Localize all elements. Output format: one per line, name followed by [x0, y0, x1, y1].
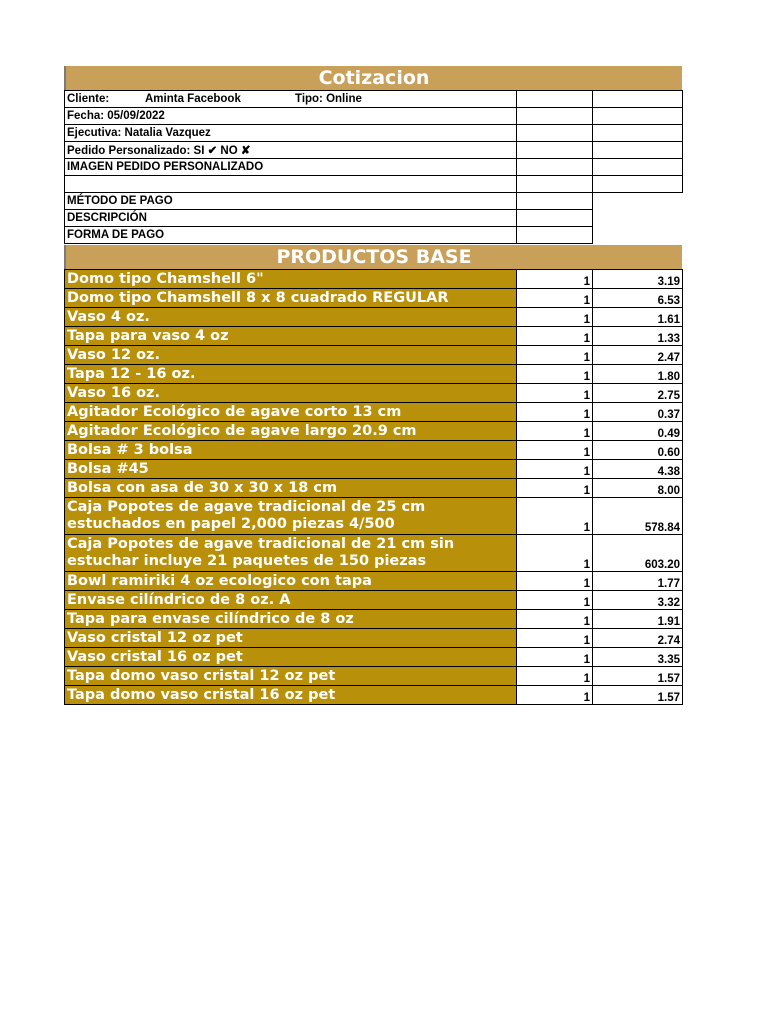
blank-cell	[593, 210, 683, 227]
product-row	[65, 535, 683, 572]
info-cell[interactable]	[517, 159, 593, 176]
product-name: Vaso 12 oz.	[65, 346, 517, 365]
product-price[interactable]: 1.61	[593, 308, 683, 327]
product-price[interactable]: 1.33	[593, 327, 683, 346]
info-cell[interactable]	[517, 193, 593, 210]
info-cell[interactable]	[517, 176, 593, 193]
product-row	[65, 270, 683, 289]
product-price[interactable]: 578.84	[593, 498, 683, 535]
product-price[interactable]: 1.57	[593, 667, 683, 686]
payment-method-cell: MÉTODO DE PAGO	[65, 193, 517, 210]
product-name: Bolsa # 3 bolsa	[65, 441, 517, 460]
product-quantity[interactable]: 1	[517, 289, 593, 308]
custom-order-row	[65, 142, 683, 159]
executive-row	[65, 125, 683, 142]
custom-image-cell: IMAGEN PEDIDO PERSONALIZADO	[65, 159, 517, 176]
blank-cell	[593, 193, 683, 210]
blank-cell	[593, 227, 683, 244]
product-price[interactable]: 1.80	[593, 365, 683, 384]
product-name: Caja Popotes de agave tradicional de 25 cm estuchados en papel 2,000 piezas 4/500	[65, 498, 517, 535]
product-row	[65, 610, 683, 629]
product-quantity[interactable]: 1	[517, 365, 593, 384]
product-price[interactable]: 3.32	[593, 591, 683, 610]
info-cell[interactable]	[593, 91, 683, 108]
product-price[interactable]: 2.47	[593, 346, 683, 365]
product-price[interactable]: 603.20	[593, 535, 683, 572]
product-quantity[interactable]: 1	[517, 535, 593, 572]
product-row	[65, 572, 683, 591]
product-price[interactable]: 1.91	[593, 610, 683, 629]
quote-sheet	[64, 66, 682, 705]
description-row	[65, 210, 683, 227]
product-quantity[interactable]: 1	[517, 327, 593, 346]
product-row	[65, 460, 683, 479]
product-price[interactable]: 6.53	[593, 289, 683, 308]
product-quantity[interactable]: 1	[517, 610, 593, 629]
product-row	[65, 667, 683, 686]
product-price[interactable]: 1.77	[593, 572, 683, 591]
product-row	[65, 403, 683, 422]
client-row	[65, 91, 683, 108]
product-quantity[interactable]: 1	[517, 591, 593, 610]
product-row	[65, 591, 683, 610]
info-cell[interactable]	[517, 227, 593, 244]
empty-row	[65, 176, 683, 193]
product-quantity[interactable]: 1	[517, 629, 593, 648]
description-cell: DESCRIPCIÓN	[65, 210, 517, 227]
empty-cell[interactable]	[65, 176, 517, 193]
product-name: Bowl ramiriki 4 oz ecologico con tapa	[65, 572, 517, 591]
date-row	[65, 108, 683, 125]
product-row	[65, 346, 683, 365]
product-quantity[interactable]: 1	[517, 460, 593, 479]
product-name: Domo tipo Chamshell 6"	[65, 270, 517, 289]
custom-order-cell: Pedido Personalizado: SI ✔ NO ✘	[65, 142, 517, 159]
product-row	[65, 308, 683, 327]
product-name: Tapa domo vaso cristal 12 oz pet	[65, 667, 517, 686]
product-row	[65, 289, 683, 308]
product-price[interactable]: 0.49	[593, 422, 683, 441]
info-cell[interactable]	[593, 108, 683, 125]
product-price[interactable]: 2.75	[593, 384, 683, 403]
product-quantity[interactable]: 1	[517, 441, 593, 460]
product-row	[65, 422, 683, 441]
product-row	[65, 327, 683, 346]
product-row	[65, 648, 683, 667]
product-name: Tapa 12 - 16 oz.	[65, 365, 517, 384]
products-table	[64, 269, 683, 705]
product-quantity[interactable]: 1	[517, 422, 593, 441]
products-section-title: PRODUCTOS BASE	[64, 245, 682, 269]
quote-title: Cotizacion	[64, 66, 682, 90]
product-quantity[interactable]: 1	[517, 346, 593, 365]
product-quantity[interactable]: 1	[517, 308, 593, 327]
payment-form-row	[65, 227, 683, 244]
info-cell[interactable]	[517, 142, 593, 159]
product-row	[65, 479, 683, 498]
info-cell[interactable]	[517, 210, 593, 227]
product-price[interactable]: 1.57	[593, 686, 683, 705]
product-row	[65, 629, 683, 648]
product-name: Agitador Ecológico de agave largo 20.9 cm	[65, 422, 517, 441]
product-price[interactable]: 8.00	[593, 479, 683, 498]
payment-method-row	[65, 193, 683, 210]
product-quantity[interactable]: 1	[517, 479, 593, 498]
product-quantity[interactable]: 1	[517, 270, 593, 289]
product-price[interactable]: 0.37	[593, 403, 683, 422]
product-quantity[interactable]: 1	[517, 498, 593, 535]
product-name: Tapa para envase cilíndrico de 8 oz	[65, 610, 517, 629]
product-row	[65, 498, 683, 535]
product-name: Tapa para vaso 4 oz	[65, 327, 517, 346]
info-cell[interactable]	[517, 91, 593, 108]
info-cell[interactable]	[517, 108, 593, 125]
product-name: Envase cilíndrico de 8 oz. A	[65, 591, 517, 610]
product-row	[65, 384, 683, 403]
product-price[interactable]: 3.35	[593, 648, 683, 667]
client-value: Aminta Facebook	[145, 93, 241, 105]
product-name: Tapa domo vaso cristal 16 oz pet	[65, 686, 517, 705]
client-label: Cliente:	[67, 93, 110, 105]
product-quantity[interactable]: 1	[517, 667, 593, 686]
product-row	[65, 441, 683, 460]
info-cell[interactable]	[593, 176, 683, 193]
product-quantity[interactable]: 1	[517, 572, 593, 591]
date-cell: Fecha: 05/09/2022	[65, 108, 517, 125]
info-cell[interactable]	[593, 142, 683, 159]
product-name: Caja Popotes de agave tradicional de 21 cm sin estuchar incluye 21 paquetes de 150 piezas	[65, 535, 517, 572]
product-row	[65, 686, 683, 705]
info-cell[interactable]	[593, 125, 683, 142]
payment-form-cell: FORMA DE PAGO	[65, 227, 517, 244]
product-name: Bolsa con asa de 30 x 30 x 18 cm	[65, 479, 517, 498]
product-quantity[interactable]: 1	[517, 403, 593, 422]
product-price[interactable]: 0.60	[593, 441, 683, 460]
product-price[interactable]: 4.38	[593, 460, 683, 479]
product-price[interactable]: 3.19	[593, 270, 683, 289]
product-name: Vaso cristal 16 oz pet	[65, 648, 517, 667]
product-name: Vaso 16 oz.	[65, 384, 517, 403]
product-name: Vaso 4 oz.	[65, 308, 517, 327]
client-cell	[65, 91, 517, 108]
info-cell[interactable]	[593, 159, 683, 176]
product-name: Domo tipo Chamshell 8 x 8 cuadrado REGULAR	[65, 289, 517, 308]
executive-cell: Ejecutiva: Natalia Vazquez	[65, 125, 517, 142]
product-name: Agitador Ecológico de agave corto 13 cm	[65, 403, 517, 422]
product-price[interactable]: 2.74	[593, 629, 683, 648]
product-quantity[interactable]: 1	[517, 648, 593, 667]
info-cell[interactable]	[517, 125, 593, 142]
product-row	[65, 365, 683, 384]
client-info-table	[64, 90, 683, 244]
product-name: Bolsa #45	[65, 460, 517, 479]
product-name: Vaso cristal 12 oz pet	[65, 629, 517, 648]
product-quantity[interactable]: 1	[517, 686, 593, 705]
product-quantity[interactable]: 1	[517, 384, 593, 403]
custom-image-row	[65, 159, 683, 176]
type-label: Tipo: Online	[295, 93, 362, 105]
